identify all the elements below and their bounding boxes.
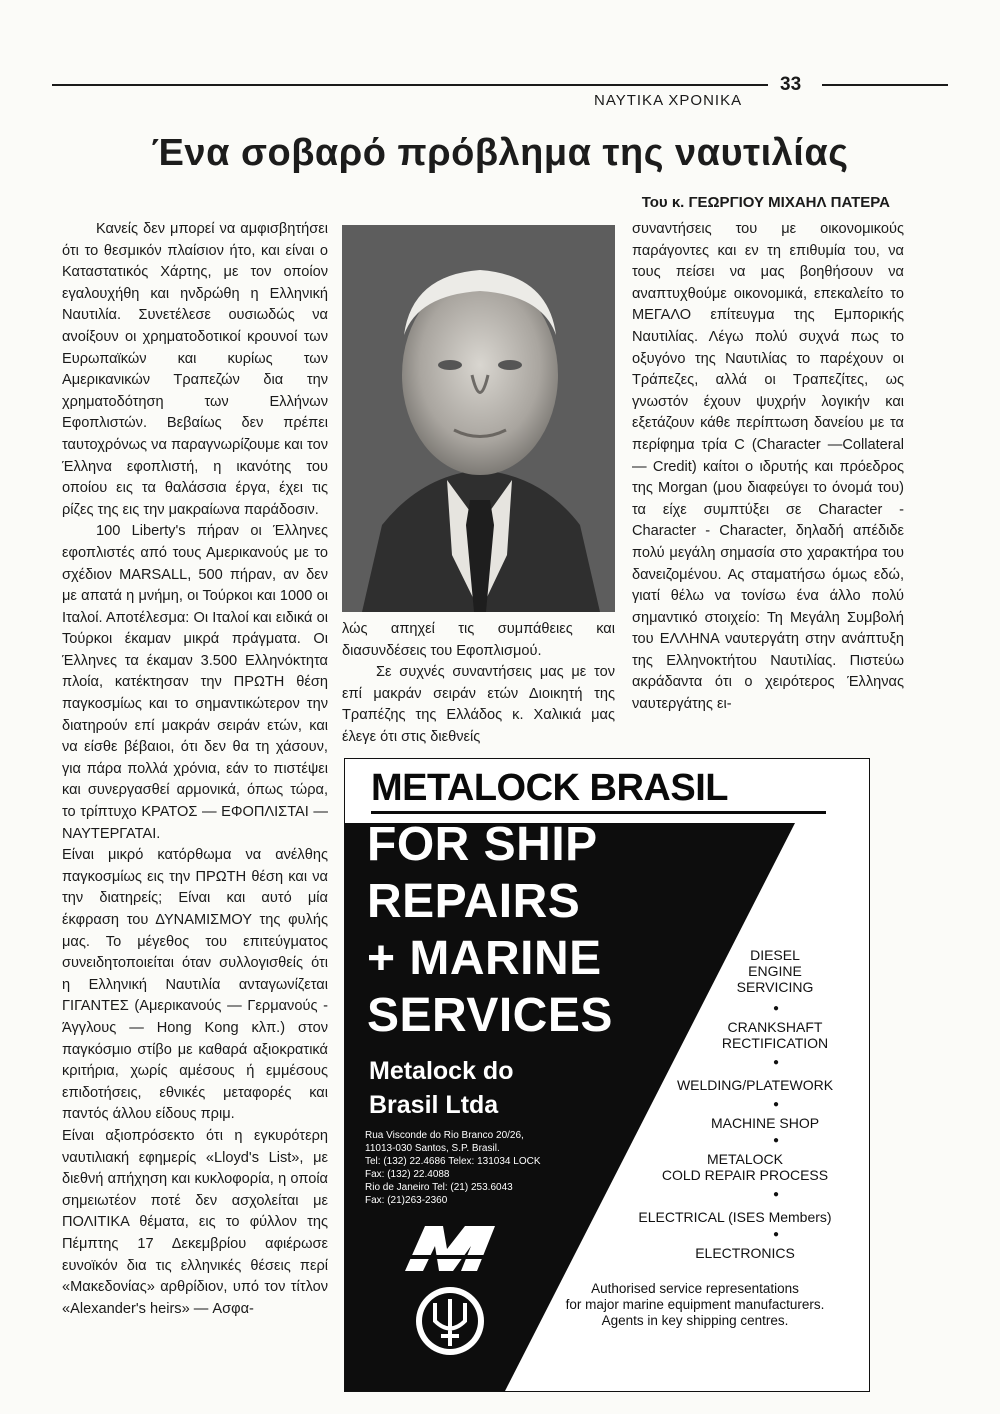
metalock-m-logo-icon [395, 1221, 505, 1276]
ad-headline-rule [371, 811, 826, 814]
paragraph: λώς απηχεί τις συμπάθειες και διασυνδέσεις του Εφοπλισμού. [342, 621, 615, 659]
ad-address-line: Rua Visconde do Rio Branco 20/26, [365, 1130, 524, 1141]
ad-address-line: Tel: (132) 22.4686 Telex: 131034 LOCK [365, 1156, 541, 1167]
bullet-icon: ● [773, 1099, 780, 1110]
paragraph: συναντήσεις του με οικονομικούς παράγοντες και εν τη επιθυμία του, να τους πείσει να μας βοηθήσουν να αναπτυχθούμε οικονομικά, επεκαλείτο το ΜΕΓΑΛΟ επίτευγμα της Εμπορικής Ναυτιλίας. Λέγω πολύ συχνά πως το οξυγόνο της Ναυτιλίας το παρέχουν οι Τράπεζες, αλλά οι Τραπεζίτες, ως γνωστόν έχουν ψυχρήν λογικήν και εξετάζουν κάθε περίπτωση δανείου με τα περίφημα τρία C (Character —Collateral — Credit) καίτοι ο ιδρυτής και πρόεδρος της Morgan (μου διαφεύγει το όνομά του) τα είχε συμπτύξει σε Character - Character - Character, δηλαδή απέδιδε πολύ μεγάλη σημασία στο χαρακτήρα του δανειζομένου. Ας σταματήσω όμως εδώ, γιατί θέλω να τονίσω ένα άλλο πολύ σημαντικό στοιχείο: Τη Μεγάλη Συμβολή του ΕΛΛΗΝΑ ναυτεργάτη στην ανάπτυξη της Ελληνοκτήτου Ναυτιλίας. Πιστεύω ακράδαντα ότι ο χειρότερος Έλληνας ναυτεργάτης ει- [632, 221, 904, 713]
ad-service-item: DIESEL ENGINE SERVICING [736, 947, 814, 995]
header-rule-right [822, 84, 948, 86]
bullet-icon: ● [773, 1189, 780, 1200]
article-byline: Του κ. ΓΕΩΡΓΙΟΥ ΜΙΧΑΗΛ ΠΑΤΕΡΑ [641, 194, 890, 211]
bullet-icon: ● [773, 1135, 780, 1146]
paragraph: 100 Liberty's πήραν οι Έλληνες εφοπλιστές από τους Αμερικανούς με το σχέδιον MARSALL, 500 πήραν, αν δεν με απατά η μνήμη, οι Τούρκοι και 1000 οι Ιταλοί. Αποτέλεσμα: Οι Ιταλοί και ειδικά οι Τούρκοι έκαμαν μικρά πράγματα. Οι Έλληνες τα έκαμαν 3.500 Ελληνόκτητα πλοία, κατέκτησαν την ΠΡΩΤΗ θέση παγκοσμίως και το σημαντικώτερον την διατηρούν επί μακράν σειράν ετών, και να είσθε βέβαιοι, ότι δεν θα τη χάσουν, για πάρα πολλά χρόνια, εάν το πιστέψει και συνεργασθεί αρμονικά, όπως τώρα, το τρίπτυχο ΚΡΑΤΟΣ — ΕΦΟΠΛΙΣΤΑΙ — ΝΑΥΤΕΡΓΑΤΑΙ. [62, 523, 328, 842]
ad-service-item: CRANKSHAFT RECTIFICATION [721, 1019, 829, 1051]
ad-footer-line: Agents in key shipping centres. [601, 1313, 789, 1328]
header-rule-left [52, 84, 768, 86]
metalock-advertisement [344, 758, 870, 1392]
ad-service-item: ELECTRONICS [695, 1245, 795, 1261]
ad-slogan-line: SERVICES [367, 989, 613, 1042]
section-name: ΝΑΥΤΙΚΑ ΧΡΟΝΙΚΑ [594, 92, 743, 109]
ad-slogan-line: REPAIRS [367, 875, 581, 928]
ad-company-line: Brasil Ltda [369, 1091, 499, 1119]
ad-company-line: Metalock do [369, 1057, 514, 1085]
author-portrait-photo [342, 225, 615, 612]
ises-trident-logo-icon [405, 1281, 495, 1361]
bullet-icon: ● [773, 1229, 780, 1240]
page-number: 33 [780, 74, 802, 95]
bullet-icon: ● [773, 1003, 780, 1014]
ad-footer [545, 1281, 845, 1329]
article-column-1 [62, 219, 328, 1320]
ad-slogan-line: FOR SHIP [367, 818, 598, 871]
ad-headline: METALOCK BRASIL [371, 767, 728, 809]
ad-address-line: Fax: (132) 22.4088 [365, 1169, 450, 1180]
ad-address-line: 11013-030 Santos, S.P. Brasil. [365, 1143, 500, 1154]
ad-service-item: MACHINE SHOP [710, 1115, 820, 1131]
article-title: Ένα σοβαρό πρόβλημα της ναυτιλίας [151, 132, 849, 174]
ad-service-item: ELECTRICAL (ISES Members) [638, 1209, 832, 1225]
bullet-icon: ● [773, 1057, 780, 1068]
ad-footer-line: Authorised service representations [591, 1281, 799, 1296]
article-column-2 [342, 619, 615, 749]
portrait-illustration [342, 225, 615, 612]
ad-footer-line: for major marine equipment manufacturers. [565, 1297, 825, 1312]
paragraph: Κανείς δεν μπορεί να αμφισβητήσει ότι το θεσμικόν πλαίσιον ήτο, και είναι ο Καταστατικός Χάρτης, με τον οποίον εγαλουχήθη και ηνδρώθη η Ελληνική Ναυτιλία. Συνετέλεσε ουσιωδώς να ανοίξουν οι χρηματοδοτικοί κρουνοί των Ευρωπαϊκών και κυρίως των Αμερικανικών Τραπεζών δια την χρηματοδότηση των Ελλήνων Εφοπλιστών. Βεβαίως δεν πρέπει ταυτοχρόνως να παραγνωρίζουμε και τον Έλληνα εφοπλιστή, η ικανότης του οποίου εις τα θαλάσσια έργα, έχει τις ρίζες της εις την μακραίωνα παράδοσιν. [62, 221, 328, 518]
paragraph: Είναι μικρό κατόρθωμα να ανέλθης παγκοσμίως εις την ΠΡΩΤΗ θέση και να την διατηρείς; Είναι και αυτό μία έκφραση του ΔΥΝΑΜΙΣΜΟΥ της φυλής μας. Το μέγεθος του επιτεύγματος συνειδητοποιείται όταν συλλογισθείς ότι η Ελληνική Ναυτιλία ανταγωνίζεται ΓΙΓΑΝΤΕΣ (Αμερικανούς — Γερμανούς - Άγγλους — Hong Kong κλπ.) στον παγκόσμιο στίβο με καθαρά αξιοκρατικά κριτήρια, χωρίς αμέσους ή εμμέσους επιδοτήσεις, εθνικές μεταφορές και παντός άλλου είδους πριμ. [62, 847, 328, 1123]
ad-address [365, 1129, 541, 1207]
ad-address-line: Fax: (21)263-2360 [365, 1195, 448, 1206]
paragraph: Είναι αξιοπρόσεκτο ότι η εγκυρότερη ναυτιλιακή εφημερίς «Lloyd's List», με διεθνή απήχηση και κυκλοφορία, η οποία σημειωτέον ποτέ δεν ασχολείται με ΠΟΛΙΤΙΚΑ θέματα, εις το φύλλον της Πέμπτης 17 Δεκεμβρίου αφιέρωσε ευνοϊκόν δια τις ελληνικές θέσεις περί «Μακεδονίας» αρθρίδιον, υπό τον τίτλον «Alexander's heirs» — Ασφα- [62, 1127, 328, 1317]
ad-address-line: Rio de Janeiro Tel: (21) 253.6043 [365, 1182, 513, 1193]
article-column-3 [632, 219, 904, 716]
ad-service-item: WELDING/PLATEWORK [676, 1077, 834, 1093]
paragraph: Σε συχνές συναντήσεις μας με τον επί μακράν σειράν ετών Διοικητή της Τραπέζης της Ελλάδος κ. Χαλικιά μας έλεγε ότι στις διεθνείς [342, 664, 615, 745]
ad-service-item: METALOCK COLD REPAIR PROCESS [661, 1151, 829, 1183]
ad-slogan-line: + MARINE [367, 932, 602, 985]
